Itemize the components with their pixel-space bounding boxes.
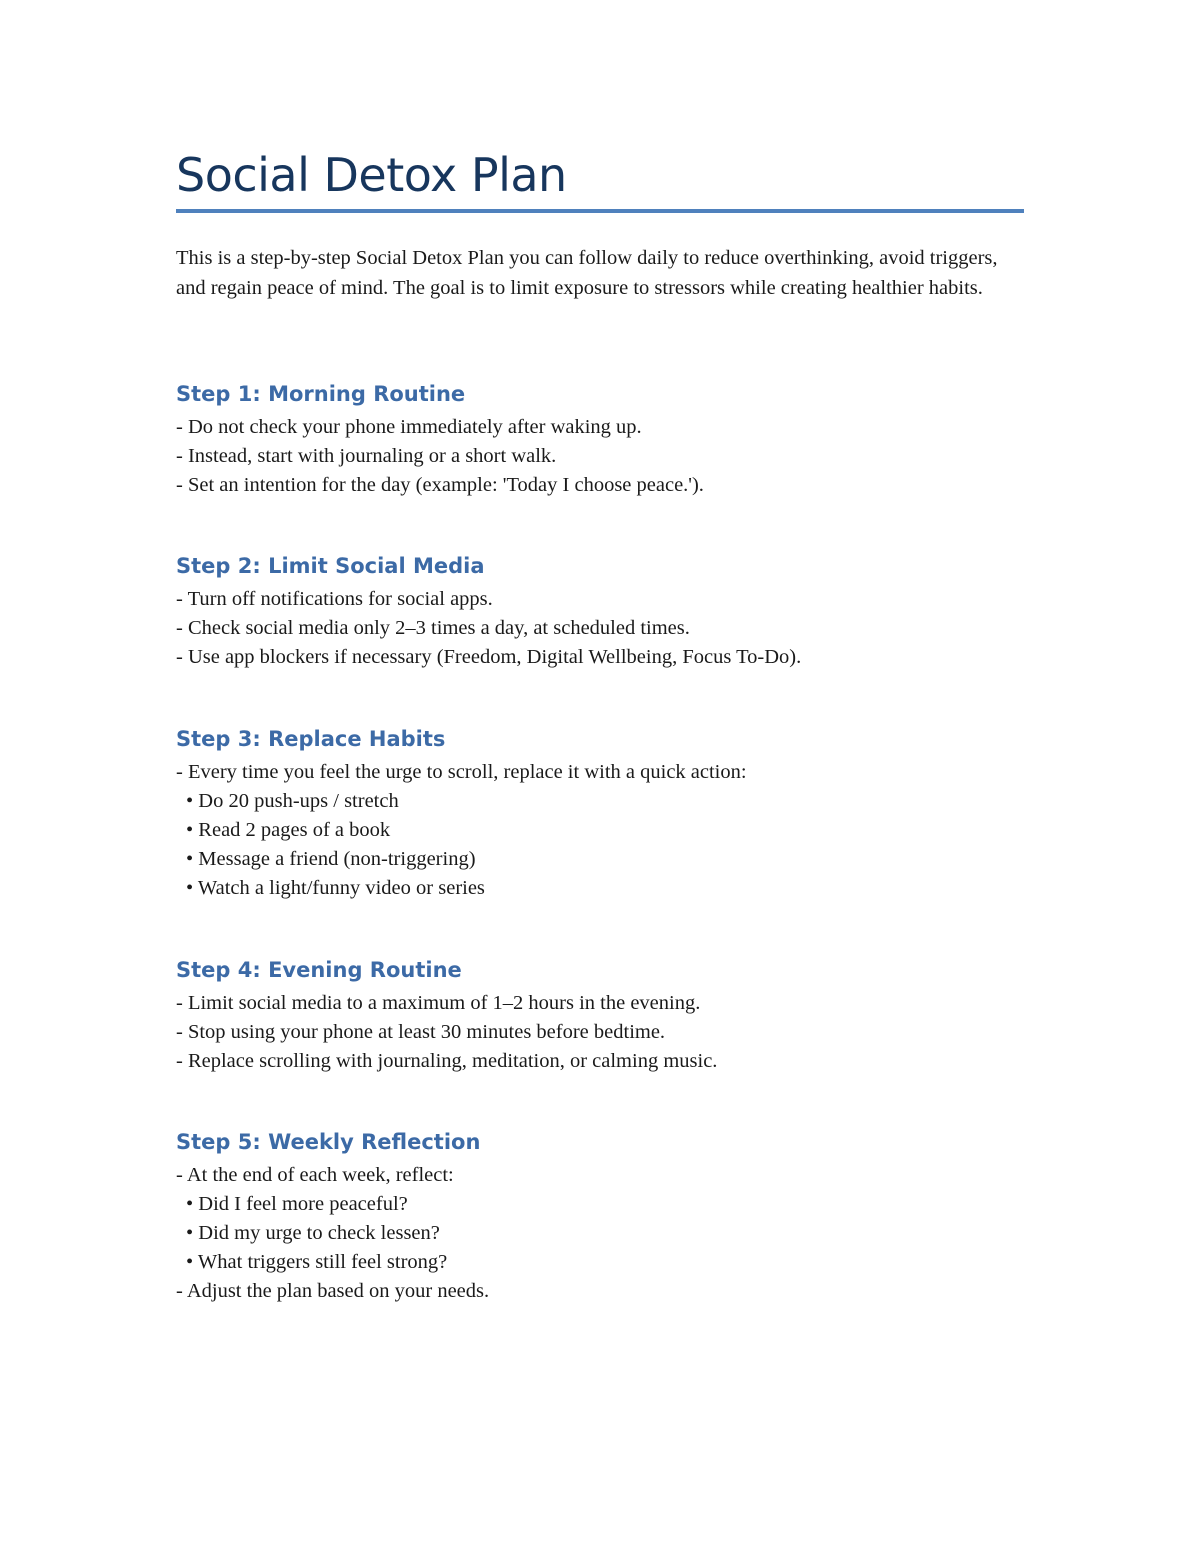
list-item: - Set an intention for the day (example: 'Today I choose peace.'). (176, 474, 704, 496)
sub-list-item: • Did my urge to check lessen? (186, 1222, 440, 1244)
list-item: - Adjust the plan based on your needs. (176, 1280, 490, 1302)
section-step-3 (176, 724, 1024, 903)
list-item: - Use app blockers if necessary (Freedom, Digital Wellbeing, Focus To-Do). (176, 646, 802, 668)
sub-list-item: • Watch a light/funny video or series (186, 877, 485, 899)
list-item: - Every time you feel the urge to scroll, replace it with a quick action: (176, 761, 747, 783)
list-item: - At the end of each week, reflect: (176, 1164, 454, 1186)
section-lines (176, 758, 1024, 903)
list-item: - Check social media only 2–3 times a day, at scheduled times. (176, 617, 690, 639)
intro-paragraph: This is a step-by-step Social Detox Plan you can follow daily to reduce overthinking, avoid triggers, and regain peace of mind. The goal is to limit exposure to stressors while creating healthier habits. (176, 247, 998, 299)
sub-list-item: • Did I feel more peaceful? (186, 1193, 408, 1215)
section-heading: Step 2: Limit Social Media (176, 554, 485, 578)
section-heading: Step 4: Evening Routine (176, 958, 462, 982)
section-heading: Step 1: Morning Routine (176, 382, 466, 406)
section-step-5 (176, 1127, 1024, 1306)
section-step-1 (176, 379, 1024, 500)
sub-list-item: • What triggers still feel strong? (186, 1251, 448, 1273)
list-item: - Turn off notifications for social apps. (176, 588, 493, 610)
sub-list-item: • Read 2 pages of a book (186, 819, 391, 841)
section-lines (176, 413, 1024, 500)
section-step-2 (176, 551, 1024, 672)
section-lines (176, 989, 1024, 1076)
section-step-4 (176, 955, 1024, 1076)
document-title: Social Detox Plan (176, 148, 567, 202)
list-item: - Stop using your phone at least 30 minutes before bedtime. (176, 1021, 666, 1043)
title-underline (176, 209, 1024, 213)
section-lines (176, 585, 1024, 672)
section-heading: Step 5: Weekly Reflection (176, 1130, 481, 1154)
section-lines (176, 1161, 1024, 1306)
section-heading: Step 3: Replace Habits (176, 727, 446, 751)
list-item: - Limit social media to a maximum of 1–2 hours in the evening. (176, 992, 701, 1014)
list-item: - Replace scrolling with journaling, meditation, or calming music. (176, 1050, 718, 1072)
list-item: - Instead, start with journaling or a short walk. (176, 445, 557, 467)
sub-list-item: • Message a friend (non-triggering) (186, 848, 476, 870)
list-item: - Do not check your phone immediately after waking up. (176, 416, 642, 438)
sub-list-item: • Do 20 push-ups / stretch (186, 790, 399, 812)
